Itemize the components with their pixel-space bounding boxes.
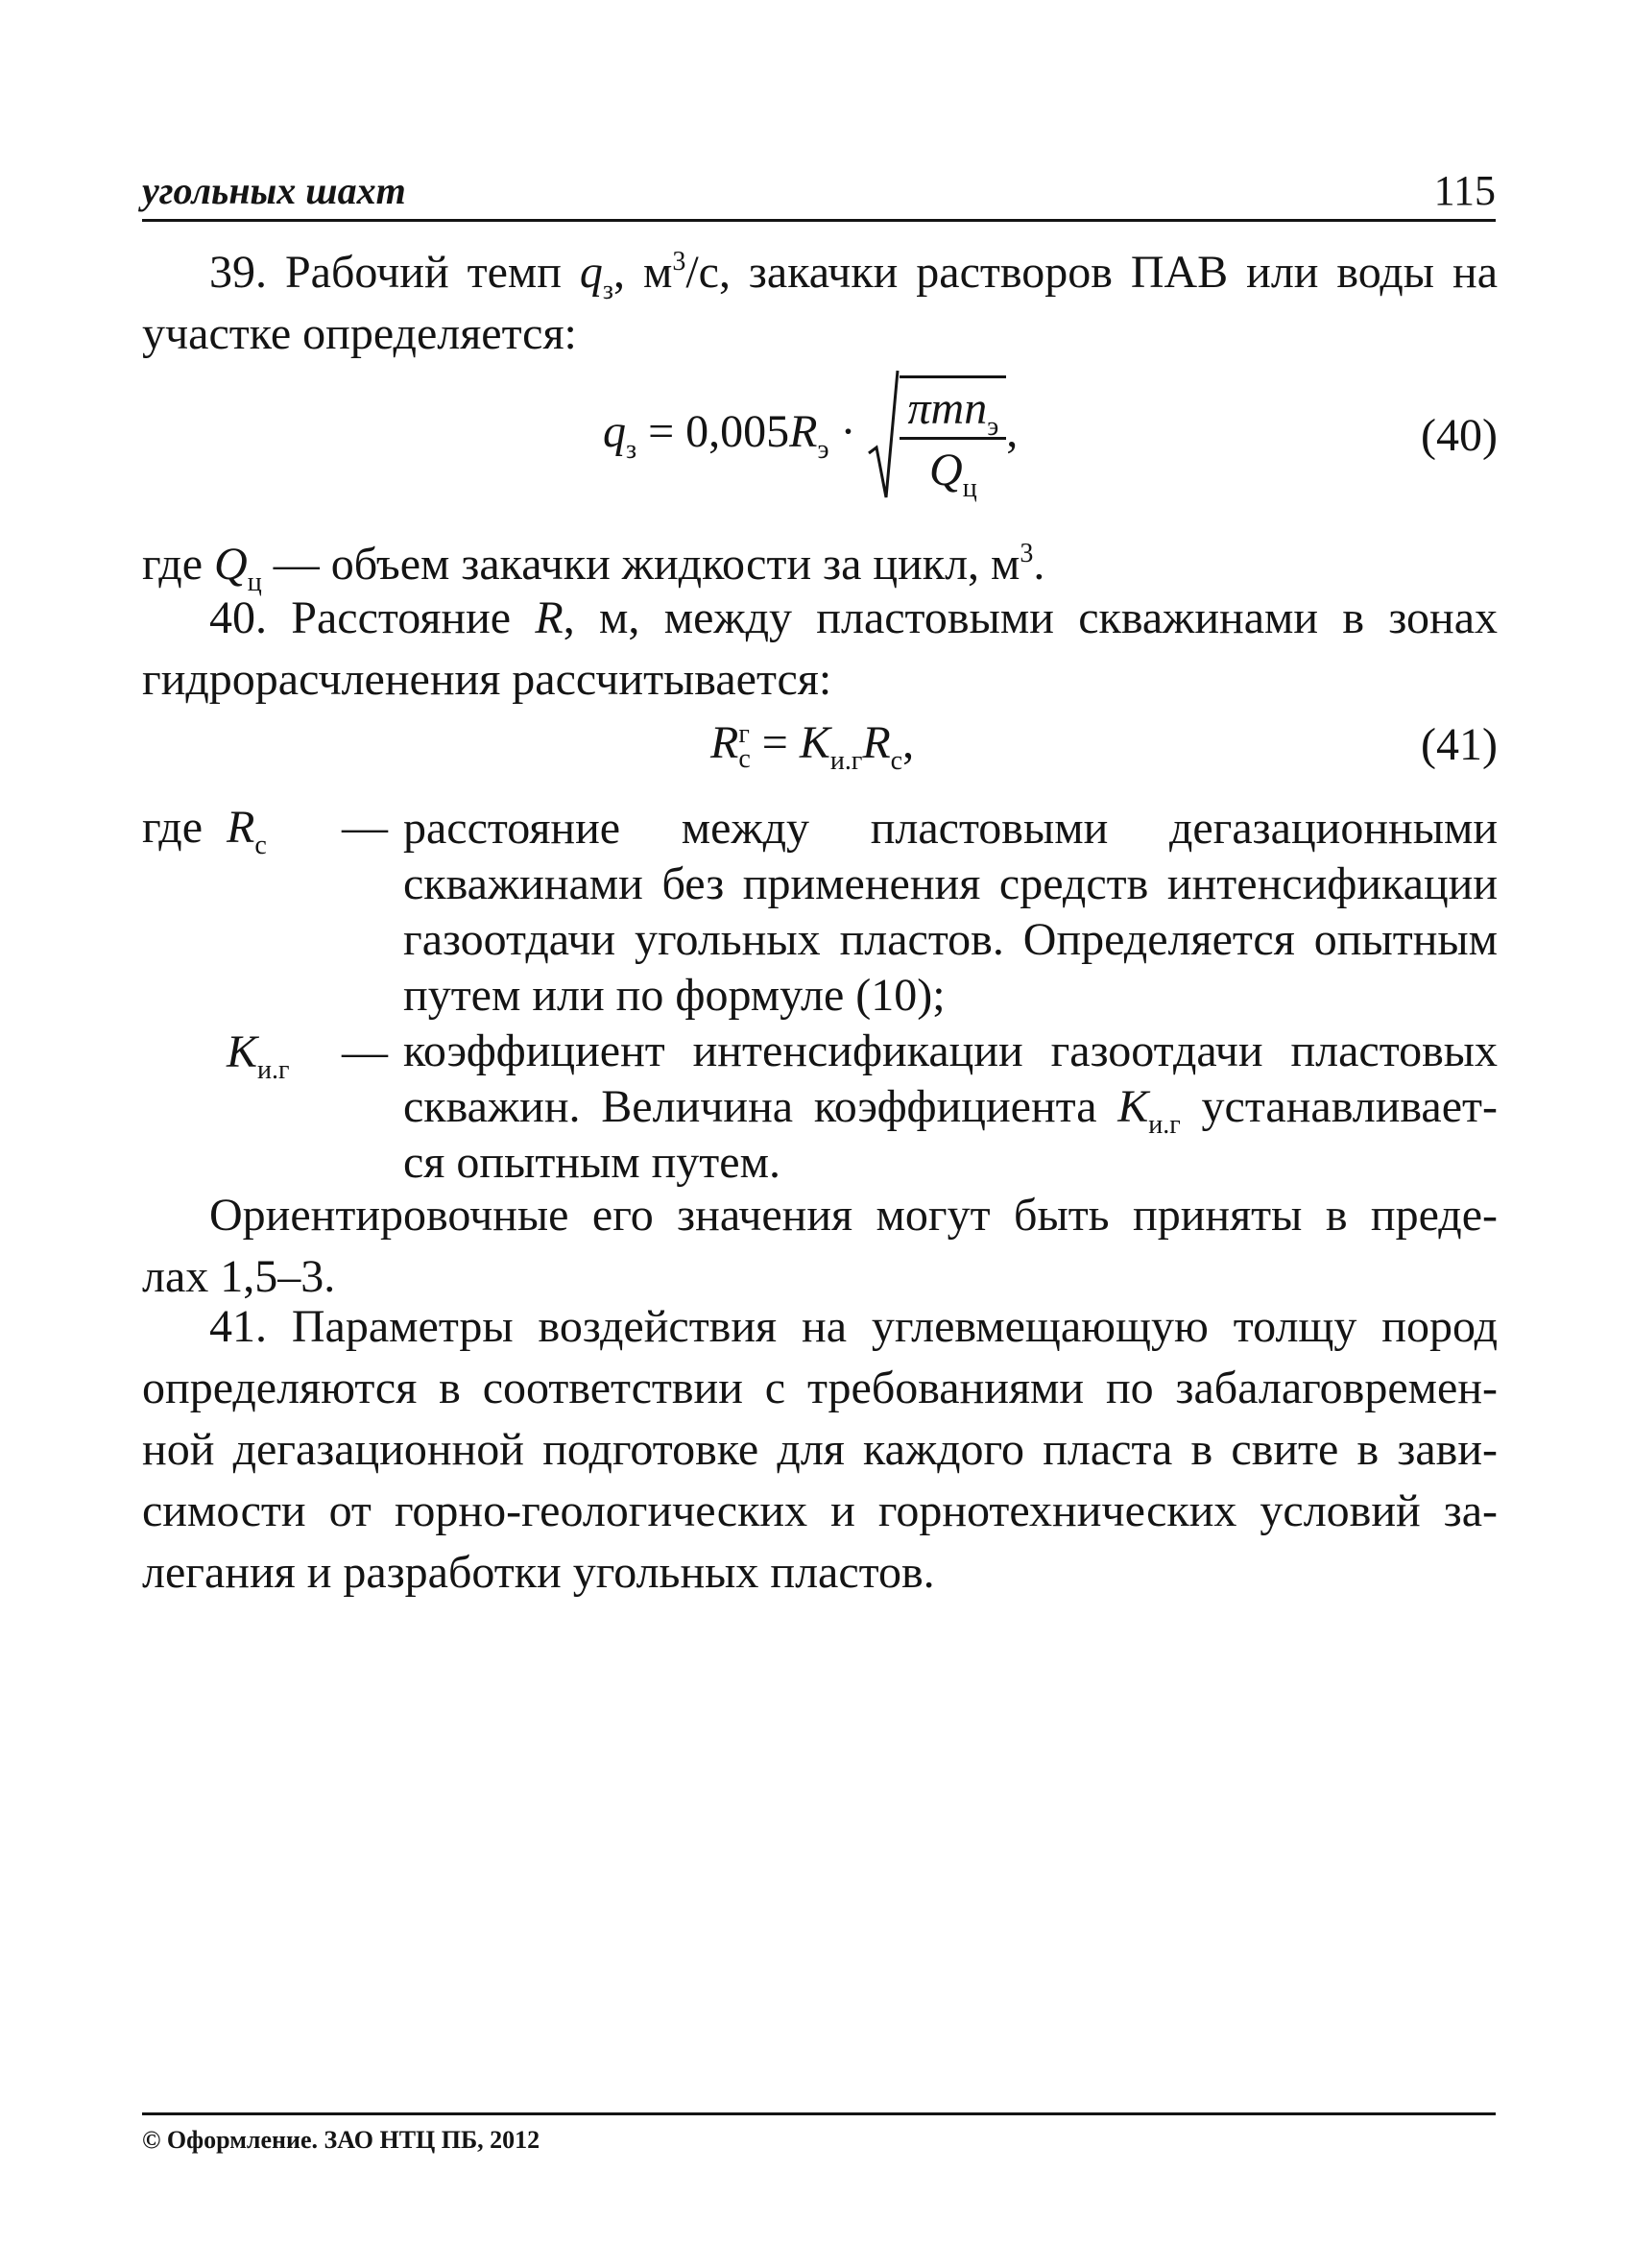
radical-sign-icon [867, 369, 900, 503]
equation-number-41: (41) [1421, 719, 1498, 770]
paragraph-item-39 [142, 242, 1498, 365]
running-header [142, 165, 1496, 222]
page-number: 115 [1433, 167, 1496, 214]
equation-number-40: (40) [1421, 410, 1498, 461]
paragraph-item-41: 41. Параметры воздействия на углевмещающую толщу пород определяются в соответствии с требованиями по забалаговремен- ной дегазационной подготовке для каждого пласта в свите в зави- симости от горно-геологических и горнотехнических условий за- легания и разработки угольных пластов. [142, 1301, 1498, 1598]
radical-fraction: $\frac{\pi mn_э}{Q_ц}$ [900, 375, 1006, 496]
item-40-line-2: гидрорасчленения рассчитывается: [142, 654, 832, 705]
where-label: где [142, 802, 204, 853]
def-symbol-kig: $K_{и.г}$ [227, 1026, 290, 1085]
paragraph-approx-values: Ориентировочные его значения могут быть приняты в преде- лах 1,5–3. [142, 1190, 1498, 1302]
item-40-line-1: 40. Расстояние R, м, между пластовыми скважинами в зонах [209, 592, 1499, 643]
footer-rule [142, 2112, 1496, 2115]
formula-40: $q_з = 0,005R_э$ · $\frac{\pi mn_э}{Q_ц}$ , [603, 369, 1018, 503]
item-39-line-1: 39. Рабочий темп $q_з$, $м^3/с$, закачки растворов ПАВ или воды на [209, 247, 1498, 305]
def-dash-rc: — [342, 802, 388, 853]
footer-copyright: © Оформление. ЗАО НТЦ ПБ, 2012 [142, 2126, 540, 2154]
paragraph-item-40 [142, 588, 1498, 711]
running-head-title: угольных шахт [142, 169, 406, 212]
def-dash-kig: — [342, 1026, 388, 1077]
item-39-line-2: участке определяется: [142, 308, 577, 359]
where-q-line: где $Q_ц$ — объем закачки жидкости за цикл, $м^3$. [142, 539, 1045, 597]
def-text-kig: коэффициент интенсификации газоотдачи пластовых скважин. Величина коэффициента $K_{и.г}$ устанавливает- ся опытным путем. [403, 1025, 1498, 1188]
def-text-rc: расстояние между пластовыми дегазационными скважинами без применения средств интенсификации газоотдачи угольных пластов. Определяется опытным путем или по формуле (10); [403, 803, 1498, 1021]
formula-41: R г с = $K_{и.г}R_с$, [710, 717, 915, 776]
def-symbol-rc: $R_с$ [227, 802, 267, 860]
